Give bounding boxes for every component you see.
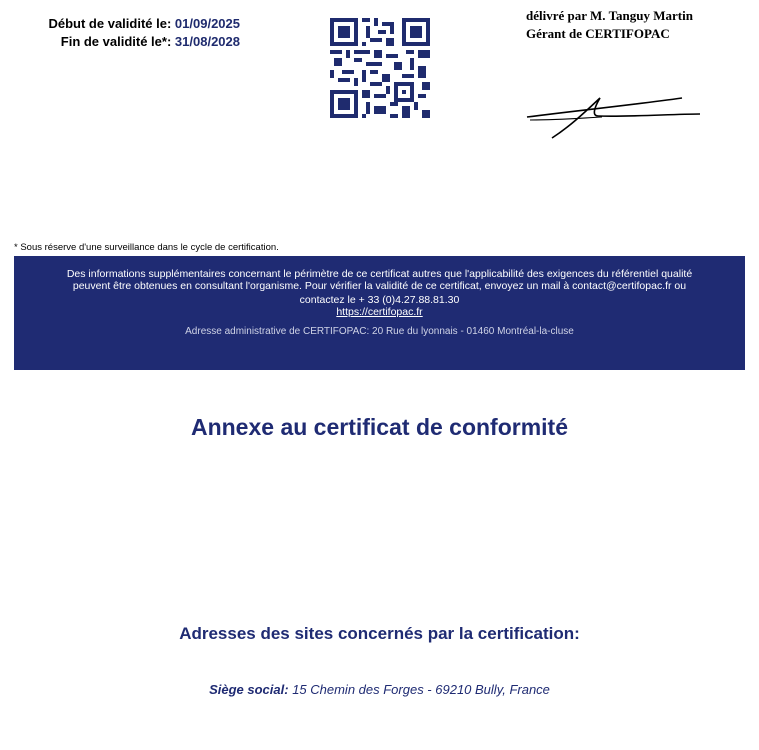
banner-text-line-1: Des informations supplémentaires concernant le périmètre de ce certificat autres que l'applicabilité des exigences du référentiel qualité bbox=[66, 268, 693, 280]
head-office-value: 15 Chemin des Forges - 69210 Bully, France bbox=[292, 682, 550, 697]
end-label: Fin de validité le*: bbox=[60, 34, 172, 49]
validity-end bbox=[20, 33, 240, 51]
sites-title: Adresses des sites concernés par la certification: bbox=[179, 624, 580, 643]
admin-address: Adresse administrative de CERTIFOPAC: 20 Rue du lyonnais - 01460 Montréal-la-cluse bbox=[185, 326, 574, 337]
head-office-address bbox=[0, 682, 759, 697]
annex-title: Annexe au certificat de conformité bbox=[190, 414, 569, 440]
issuer-block bbox=[526, 7, 693, 43]
validity-block bbox=[20, 15, 240, 51]
end-value: 31/08/2028 bbox=[174, 34, 240, 49]
issuer-line-1: délivré par M. Tanguy Martin bbox=[526, 8, 693, 23]
banner-text-line-2: peuvent être obtenues en consultant l'organisme. Pour vérifier la validité de ce certificat, envoyez un mail à contact@certifopac.fr ou bbox=[72, 280, 687, 292]
issuer-line-2: Gérant de CERTIFOPAC bbox=[526, 26, 670, 41]
validity-footnote: * Sous réserve d'une surveillance dans le cycle de certification. bbox=[14, 242, 279, 253]
info-banner bbox=[14, 256, 745, 370]
start-value: 01/09/2025 bbox=[174, 16, 240, 31]
signature-image bbox=[522, 90, 707, 142]
qr-code[interactable] bbox=[327, 18, 433, 118]
validity-start bbox=[20, 15, 240, 33]
head-office-label: Siège social: bbox=[209, 682, 289, 697]
banner-contact-phone: contactez le + 33 (0)4.27.88.81.30 bbox=[299, 294, 460, 306]
start-label: Début de validité le: bbox=[48, 16, 172, 31]
website-link[interactable]: https://certifopac.fr bbox=[336, 306, 423, 318]
